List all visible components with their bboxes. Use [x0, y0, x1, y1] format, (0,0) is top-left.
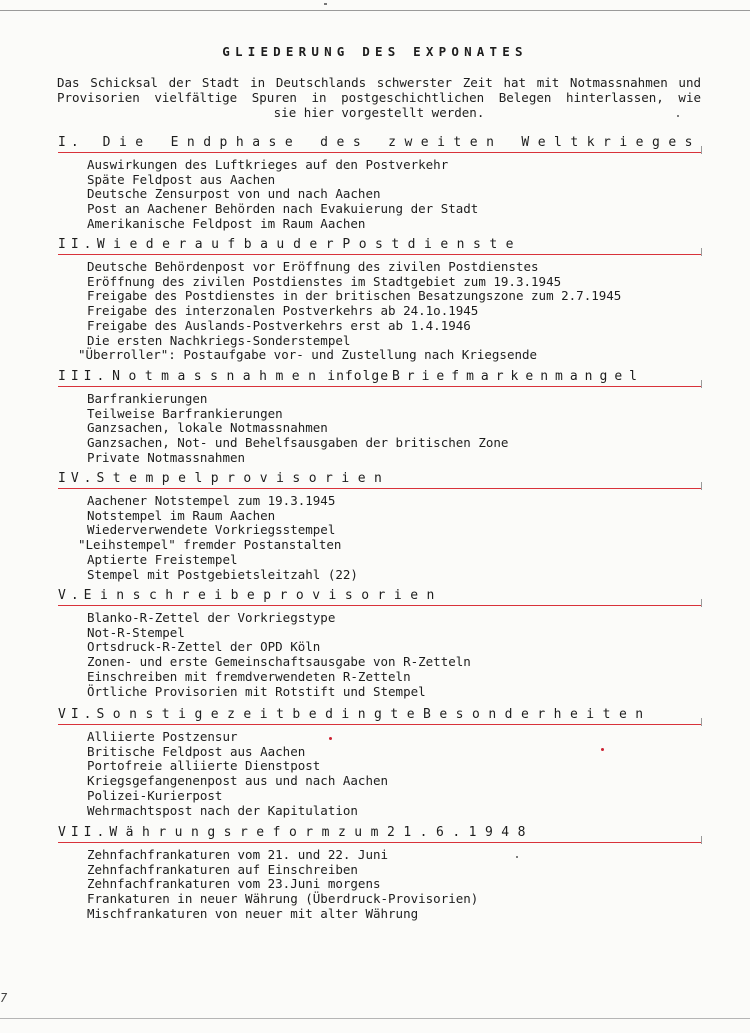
heading-word: Wiederaufbau: [96, 237, 293, 252]
section-items: [87, 611, 701, 699]
list-item: Freigabe des Postdienstes in der britischen Besatzungszone zum 2.7.1945: [87, 288, 622, 304]
list-item: Teilweise Barfrankierungen: [87, 405, 283, 421]
corner-mark: 7: [0, 991, 8, 1005]
list-item: Aachener Notstempel zum 19.3.1945: [87, 493, 336, 508]
section-number: II.: [58, 237, 97, 252]
list-item: Frankaturen in neuer Währung (Überdruck-Provisorien): [87, 891, 479, 907]
section-heading: [58, 824, 534, 842]
heading-word: Besonderheiten: [423, 707, 652, 722]
heading-word: Währungsreform: [109, 825, 338, 840]
list-item: Blanko-R-Zettel der Vorkriegstype: [87, 610, 336, 625]
heading-word: zeitbedingte: [227, 707, 424, 722]
section-number: IV.: [58, 471, 97, 486]
list-item: Aptierte Freistempel: [87, 551, 238, 567]
section-items: [78, 493, 701, 582]
section-heading: [58, 470, 391, 488]
heading-word: 21.6.1948: [387, 825, 534, 840]
section-items: [78, 259, 701, 363]
list-item: Barfrankierungen: [87, 391, 208, 406]
section-number: V.: [58, 588, 84, 603]
heading-word: der: [293, 237, 343, 252]
red-speck: [601, 748, 604, 751]
bottom-border-line: [0, 1018, 750, 1019]
list-item: Wehrmachtspost nach der Kapitulation: [87, 802, 358, 818]
list-item: Zehnfachfrankaturen vom 21. und 22. Juni: [87, 847, 389, 862]
list-item: Eröffnung des zivilen Postdienstes im Stadtgebiet zum 19.3.1945: [87, 273, 562, 289]
heading-word: Weltkrieges: [521, 135, 701, 150]
list-item: Mischfrankaturen von neuer mit alter Währung: [87, 905, 419, 921]
section-5: [58, 587, 701, 699]
heading-underline: [58, 724, 701, 725]
list-item: Freigabe des Auslands-Postverkehrs erst ab 1.4.1946: [87, 317, 471, 333]
heading-underline: [58, 488, 701, 489]
heading-word: Notmassnahmen: [112, 369, 325, 384]
heading-word: infolge: [327, 369, 390, 384]
heading-underline: [58, 386, 701, 387]
list-item: Zonen- und erste Gemeinschaftsausgabe von R-Zetteln: [87, 654, 471, 670]
list-item: Amerikanische Feldpost im Raum Aachen: [87, 215, 366, 231]
intro-paragraph: [57, 75, 701, 120]
list-item: "Überroller": Postaufgabe vor- und Zustellung nach Kriegsende: [78, 347, 538, 363]
list-item: Wiederverwendete Vorkriegsstempel: [87, 522, 336, 538]
heading-word: zweiten: [388, 135, 503, 150]
list-item: Zehnfachfrankaturen auf Einschreiben: [87, 861, 358, 877]
section-4: [58, 470, 701, 582]
heading-word: Briefmarkenmangel: [391, 369, 644, 384]
list-item: Alliierte Postzensur: [87, 729, 238, 744]
list-item: Ganzsachen, lokale Notmassnahmen: [87, 420, 328, 436]
list-item: Auswirkungen des Luftkrieges auf den Postverkehr: [87, 157, 449, 172]
scan-speck: [516, 856, 518, 858]
page-title: GLIEDERUNG DES EXPONATES: [222, 44, 528, 59]
list-item: Freigabe des interzonalen Postverkehrs ab 24.1o.1945: [87, 303, 479, 319]
list-item: Stempel mit Postgebietsleitzahl (22): [87, 566, 358, 582]
list-item: Portofreie alliierte Dienstpost: [87, 758, 321, 774]
heading-word: zum: [337, 825, 387, 840]
heading-word: Einschreibeprovisorien: [83, 588, 443, 603]
section-number: I.: [58, 135, 84, 150]
heading-underline: [58, 254, 701, 255]
heading-word: Die: [102, 135, 152, 150]
section-heading: [58, 706, 652, 724]
section-7: [58, 824, 701, 922]
heading-word: Sonstige: [96, 707, 228, 722]
scan-speck: [677, 115, 679, 117]
red-speck: [329, 737, 332, 740]
list-item: Notstempel im Raum Aachen: [87, 507, 276, 523]
section-heading: [58, 236, 522, 254]
list-item: Post an Aachener Behörden nach Evakuierung der Stadt: [87, 201, 479, 217]
list-item: Deutsche Behördenpost vor Eröffnung des zivilen Postdienstes: [87, 259, 539, 274]
list-item: Ortsdruck-R-Zettel der OPD Köln: [87, 639, 321, 655]
list-item: Die ersten Nachkriegs-Sonderstempel: [87, 332, 351, 348]
heading-word: Postdienste: [342, 237, 522, 252]
section-heading: [58, 134, 701, 152]
section-heading: [58, 368, 644, 386]
section-3: [58, 368, 701, 466]
heading-underline: [58, 605, 701, 606]
scan-speck: [324, 3, 327, 5]
section-1: [58, 134, 701, 232]
list-item: Späte Feldpost aus Aachen: [87, 171, 276, 187]
list-item: Not-R-Stempel: [87, 624, 185, 640]
section-number: VII.: [58, 825, 110, 840]
list-item: Örtliche Provisorien mit Rotstift und Stempel: [87, 683, 426, 699]
top-border-line: [0, 10, 750, 11]
section-items: [87, 392, 701, 466]
section-items: [87, 730, 701, 818]
list-item: Zehnfachfrankaturen vom 23.Juni morgens: [87, 876, 381, 892]
list-item: Polizei-Kurierpost: [87, 787, 223, 803]
heading-word: des: [320, 135, 370, 150]
intro-line: Das Schicksal der Stadt in Deutschlands schwerster Zeit hat mit Notmassnahmen und: [57, 75, 701, 90]
heading-underline: [58, 842, 701, 843]
section-number: III.: [58, 369, 110, 384]
section-2: [58, 236, 701, 363]
section-items: [87, 158, 701, 232]
intro-line: Provisorien vielfältige Spuren in postgeschichtlichen Belegen hinterlassen, wie: [57, 90, 701, 105]
heading-word: Stempelprovisorien: [96, 471, 391, 486]
list-item: Kriegsgefangenenpost aus und nach Aachen: [87, 773, 389, 789]
section-items: [87, 848, 701, 922]
intro-line: sie hier vorgestellt werden.: [273, 105, 485, 120]
list-item: "Leihstempel" fremder Postanstalten: [78, 537, 342, 553]
section-number: VI.: [58, 707, 97, 722]
list-item: Deutsche Zensurpost von und nach Aachen: [87, 186, 381, 202]
list-item: Private Notmassnahmen: [87, 449, 246, 465]
list-item: Einschreiben mit fremdverwendeten R-Zetteln: [87, 668, 411, 684]
list-item: Ganzsachen, Not- und Behelfsausgaben der britischen Zone: [87, 435, 509, 451]
section-6: [58, 706, 701, 818]
heading-underline: [58, 152, 701, 153]
list-item: Britische Feldpost aus Aachen: [87, 743, 306, 759]
section-heading: [58, 587, 443, 605]
heading-word: Endphase: [170, 135, 302, 150]
